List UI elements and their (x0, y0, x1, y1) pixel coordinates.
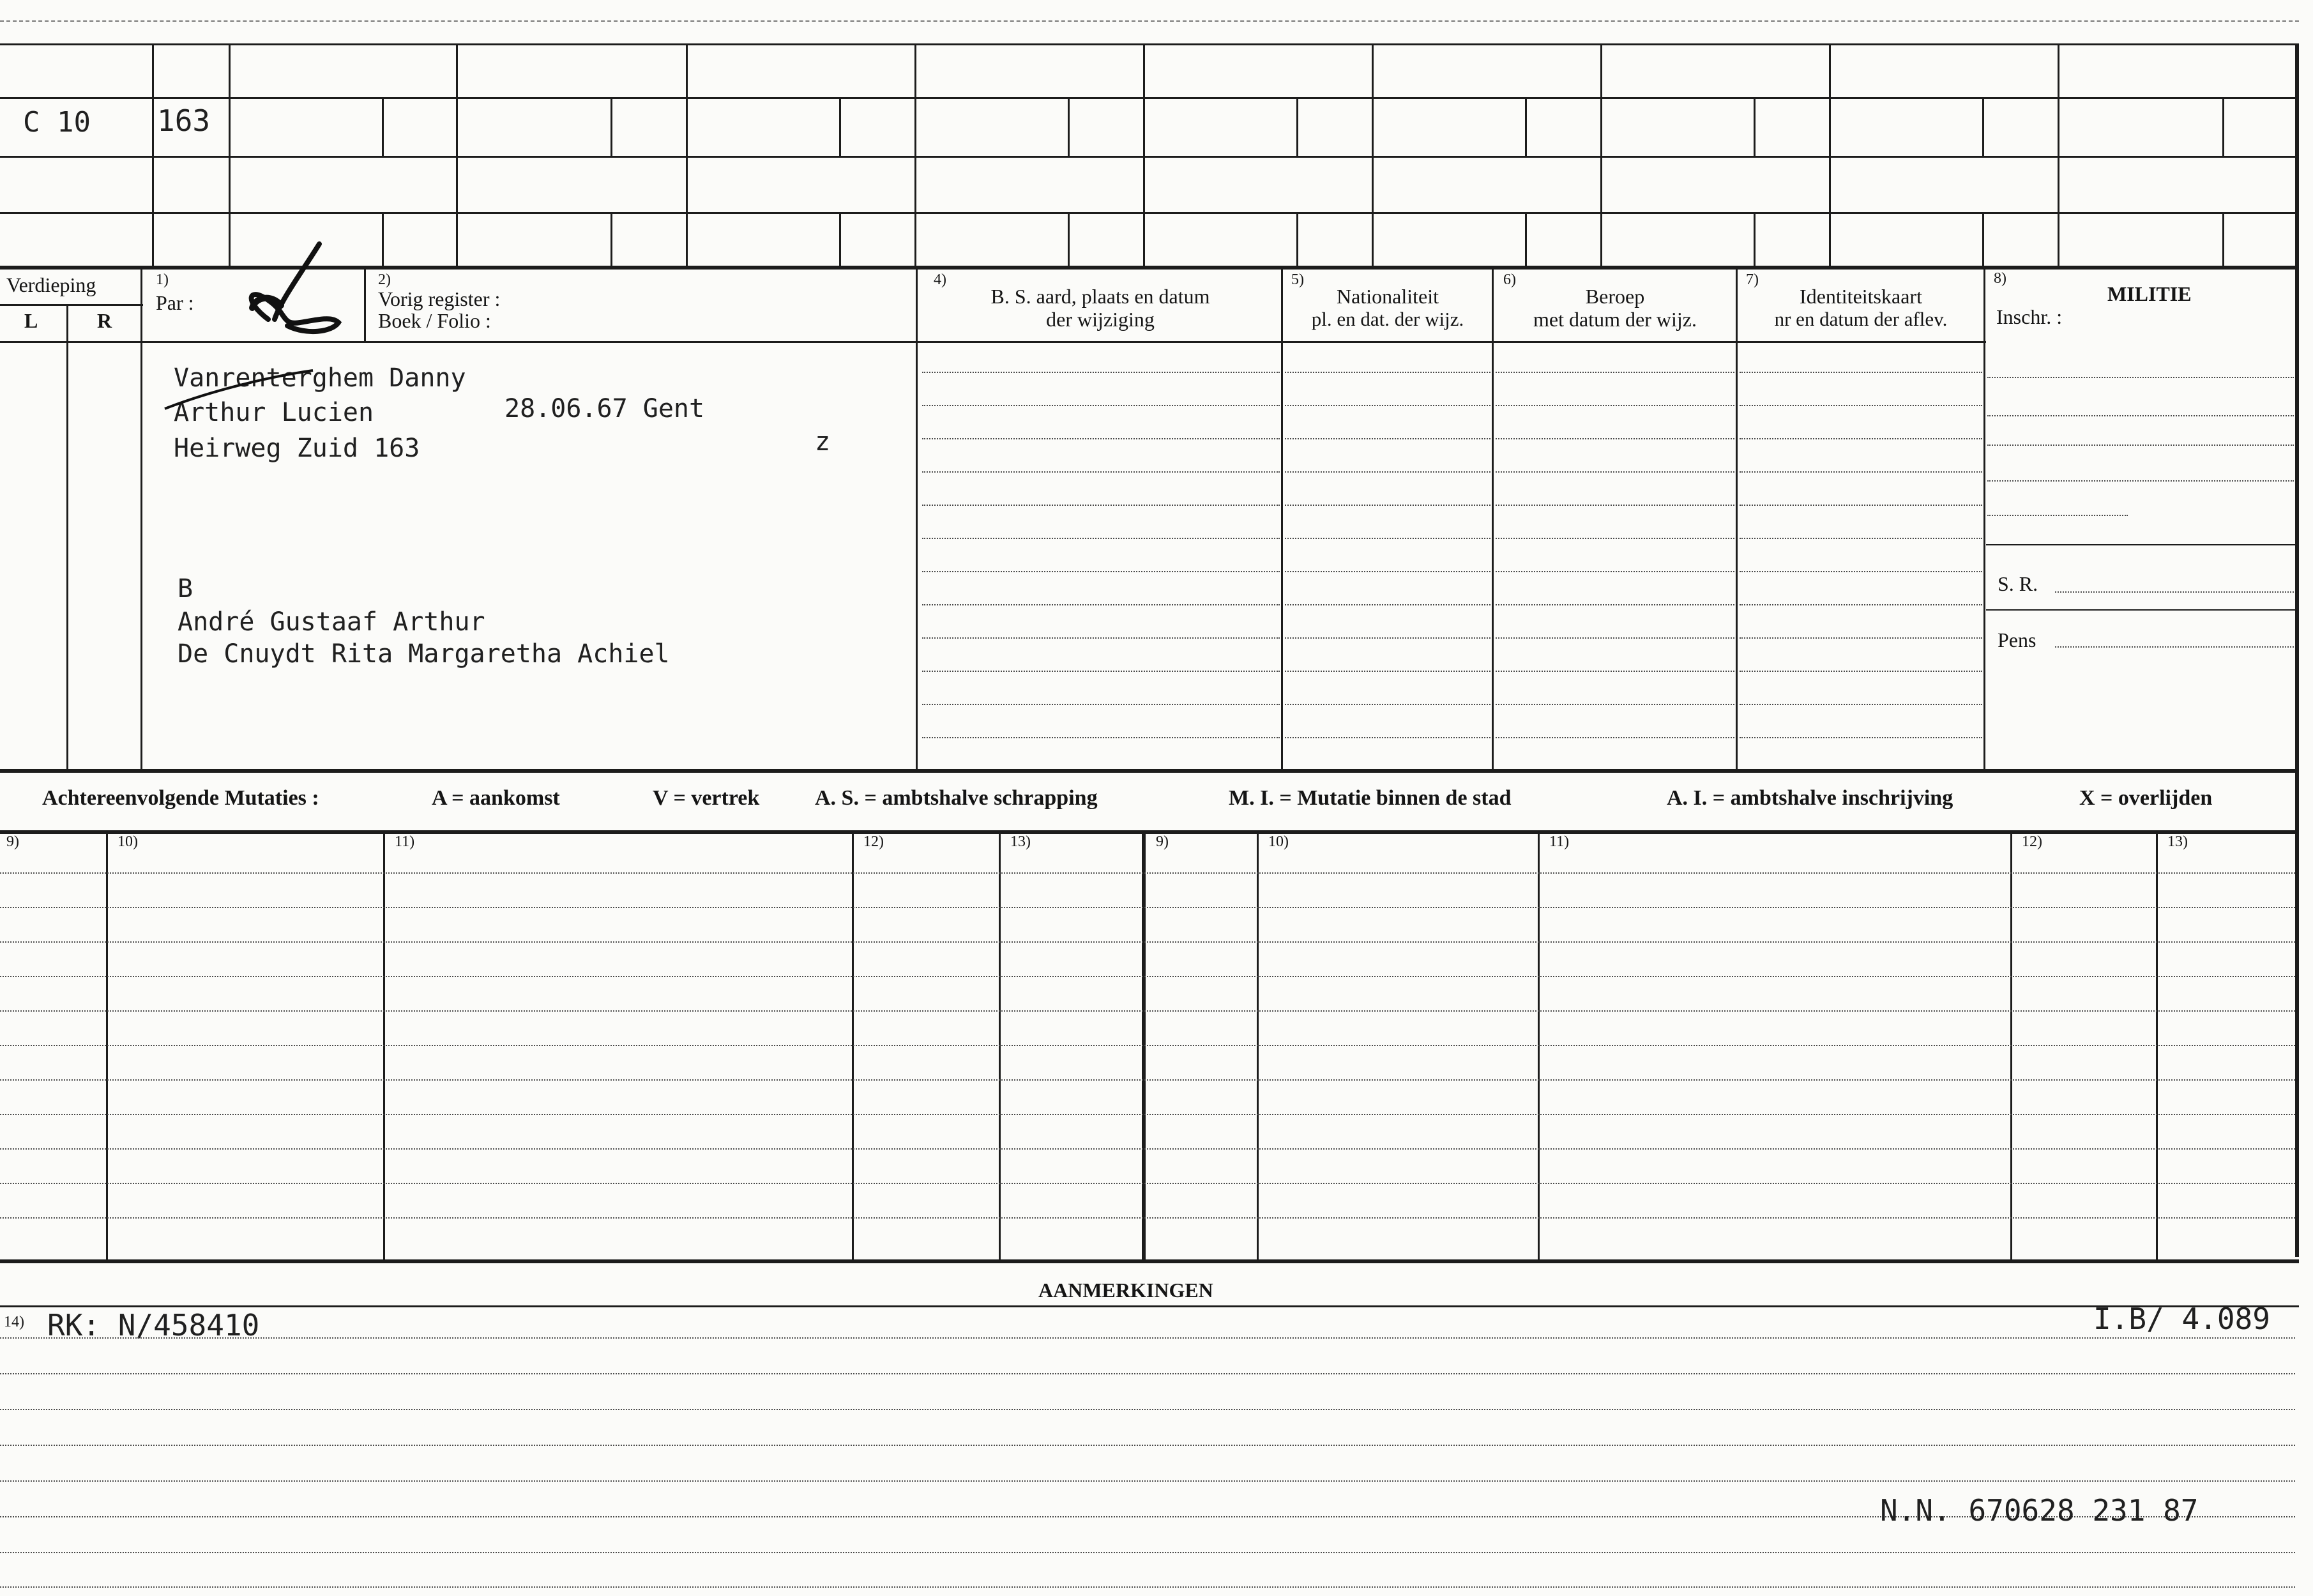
address: Heirweg Zuid 163 (174, 434, 420, 463)
col4-number: 4) (934, 271, 946, 288)
rk-number: RK: N/458410 (47, 1308, 260, 1342)
verdieping-label: Verdieping (6, 273, 96, 296)
mut-col-13-right: 13) (2167, 833, 2188, 850)
col1-number: 1) (156, 271, 169, 288)
mut-col-12-right: 12) (2022, 833, 2042, 850)
boek-folio-label: Boek / Folio : (378, 309, 491, 332)
ib-number: I.B/ 4.089 (2093, 1302, 2270, 1336)
col5-number: 5) (1291, 271, 1304, 288)
right-label: R (97, 309, 112, 332)
parent-marker: B (178, 574, 193, 604)
beroep-header-line2: met datum der wijz. (1533, 308, 1697, 331)
mut-col-9-left: 9) (6, 833, 19, 850)
col8-number: 8) (1994, 270, 2006, 287)
col6-number: 6) (1503, 271, 1516, 288)
inschr-label: Inschr. : (1996, 305, 2063, 328)
legend-aankomst: A = aankomst (432, 786, 560, 810)
father-name: André Gustaaf Arthur (178, 607, 485, 637)
mut-col-10-right: 10) (1268, 833, 1289, 850)
nationaliteit-header-line2: pl. en dat. der wijz. (1311, 308, 1464, 330)
mother-name: De Cnuydt Rita Margaretha Achiel (178, 639, 670, 669)
district-code: C 10 (23, 106, 91, 139)
legend-title: Achtereenvolgende Mutaties : (42, 786, 319, 810)
legend-ambtshalve-schrapping: A. S. = ambtshalve schrapping (815, 786, 1098, 810)
col7-number: 7) (1746, 271, 1759, 288)
top-edge (0, 20, 2299, 22)
remarks-title: AANMERKINGEN (1038, 1279, 1213, 1302)
house-number: 163 (157, 103, 211, 138)
birth-date-place: 28.06.67 Gent (504, 394, 705, 423)
par-label: Par : (156, 291, 194, 314)
pens-label: Pens (1998, 628, 2036, 651)
bs-header-line1: B. S. aard, plaats en datum (990, 285, 1210, 308)
given-names: Arthur Lucien (174, 398, 374, 427)
identiteitskaart-header-line1: Identiteitskaart (1800, 285, 1922, 308)
nationaliteit-header-line1: Nationaliteit (1337, 285, 1439, 308)
remarks-top-rule (0, 1259, 2299, 1263)
militie-title: MILITIE (2107, 282, 2192, 305)
mut-col-10-left: 10) (118, 833, 138, 850)
left-label: L (24, 309, 38, 332)
mut-col-12-left: 12) (863, 833, 884, 850)
identiteitskaart-header-line2: nr en datum der aflev. (1774, 308, 1948, 330)
beroep-header-line1: Beroep (1585, 285, 1645, 308)
vorig-register-label: Vorig register : (378, 287, 501, 310)
legend-top-rule (0, 769, 2299, 773)
legend-vertrek: V = vertrek (653, 786, 760, 810)
remarks-header-rule (0, 1305, 2299, 1307)
legend-overlijden: X = overlijden (2079, 786, 2213, 810)
legend-ambtshalve-inschrijving: A. I. = ambtshalve inschrijving (1667, 786, 1953, 810)
surname-line: Vanrenterghem Danny (174, 363, 466, 393)
legend-mutatie-binnen-stad: M. I. = Mutatie binnen de stad (1229, 786, 1512, 810)
bs-header-line2: der wijziging (1046, 308, 1155, 331)
col2-number: 2) (378, 271, 391, 288)
mut-col-9-right: 9) (1156, 833, 1169, 850)
mut-col-11-right: 11) (1549, 833, 1570, 850)
sr-label: S. R. (1998, 572, 2038, 595)
national-number: N.N. 670628 231 87 (1880, 1493, 2199, 1528)
mut-col-11-left: 11) (395, 833, 415, 850)
status-code: z (815, 427, 831, 457)
mutations-top-rule (0, 830, 2299, 834)
mut-col-13-left: 13) (1010, 833, 1031, 850)
remarks-number: 14) (4, 1314, 24, 1330)
